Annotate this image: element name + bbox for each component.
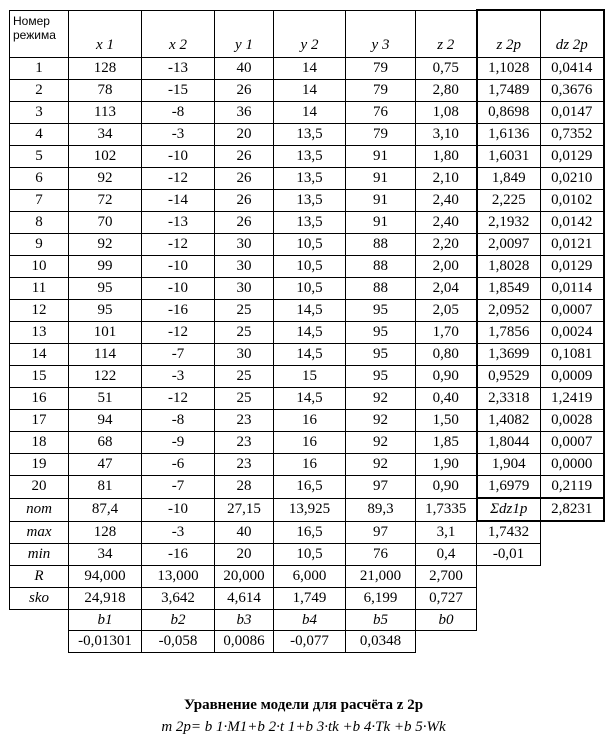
- table-cell: 91: [346, 190, 416, 212]
- table-cell: 26: [215, 212, 274, 234]
- table-row: [10, 256, 604, 278]
- table-cell: -8: [142, 410, 215, 432]
- table-cell: 1,08: [416, 102, 477, 124]
- stat-value: 0,4: [416, 544, 477, 566]
- table-cell: -7: [142, 476, 215, 499]
- table-cell: 36: [215, 102, 274, 124]
- stat-label: sko: [10, 588, 69, 610]
- table-cell: 0,8698: [477, 102, 541, 124]
- table-cell: 95: [346, 300, 416, 322]
- table-row: [10, 300, 604, 322]
- table-cell: 13,5: [274, 212, 346, 234]
- table-cell: -9: [142, 432, 215, 454]
- coef-value: 0,0348: [346, 631, 416, 653]
- table-cell: -3: [142, 124, 215, 146]
- header-y1: y 1: [215, 10, 274, 58]
- table-cell: 101: [69, 322, 142, 344]
- stat-value: 13,925: [274, 498, 346, 521]
- table-cell: 1,50: [416, 410, 477, 432]
- table-cell: 88: [346, 256, 416, 278]
- table-cell: 0,0000: [541, 454, 604, 476]
- stats-row-r: [10, 566, 604, 588]
- table-cell: -12: [142, 388, 215, 410]
- table-cell: 1,904: [477, 454, 541, 476]
- table-cell: 14,5: [274, 322, 346, 344]
- table-cell: 10,5: [274, 278, 346, 300]
- table-cell: 1,6979: [477, 476, 541, 499]
- table-cell: 51: [69, 388, 142, 410]
- coef-label-row: [10, 610, 604, 631]
- table-row: [10, 168, 604, 190]
- coef-value: 0,0086: [215, 631, 274, 653]
- stat-value: 128: [69, 521, 142, 544]
- table-cell: 0,1081: [541, 344, 604, 366]
- table-cell: 47: [69, 454, 142, 476]
- header-mode-number: Номер режима: [10, 10, 69, 58]
- stat-value: 13,000: [142, 566, 215, 588]
- table-cell: 0,0024: [541, 322, 604, 344]
- table-cell: 17: [10, 410, 69, 432]
- table-cell: 14,5: [274, 344, 346, 366]
- table-cell: 95: [346, 322, 416, 344]
- table-cell: 14,5: [274, 388, 346, 410]
- table-cell: 0,75: [416, 58, 477, 80]
- table-cell: 1,8028: [477, 256, 541, 278]
- stat-value: 10,5: [274, 544, 346, 566]
- table-cell: 2,40: [416, 212, 477, 234]
- table-cell: 34: [69, 124, 142, 146]
- table-cell: 99: [69, 256, 142, 278]
- header-y2: y 2: [274, 10, 346, 58]
- table-cell: 0,2119: [541, 476, 604, 499]
- table-cell: 2,10: [416, 168, 477, 190]
- empty-cell: [477, 631, 541, 653]
- table-cell: 0,80: [416, 344, 477, 366]
- coef-value: -0,01301: [69, 631, 142, 653]
- stat-label: nom: [10, 498, 69, 521]
- table-cell: 23: [215, 432, 274, 454]
- table-cell: 0,40: [416, 388, 477, 410]
- table-cell: 1,8044: [477, 432, 541, 454]
- table-cell: -8: [142, 102, 215, 124]
- table-cell: 14: [274, 58, 346, 80]
- table-cell: 68: [69, 432, 142, 454]
- header-x2: x 2: [142, 10, 215, 58]
- table-cell: 16,5: [274, 476, 346, 499]
- table-cell: 0,0007: [541, 300, 604, 322]
- table-cell: 7: [10, 190, 69, 212]
- table-cell: -3: [142, 366, 215, 388]
- table-cell: 88: [346, 278, 416, 300]
- table-cell: 26: [215, 190, 274, 212]
- table-row: [10, 234, 604, 256]
- table-cell: -16: [142, 300, 215, 322]
- empty-cell: [541, 544, 604, 566]
- table-cell: -12: [142, 234, 215, 256]
- stat-value: 21,000: [346, 566, 416, 588]
- table-cell: 19: [10, 454, 69, 476]
- table-cell: 0,90: [416, 366, 477, 388]
- table-cell: 0,0147: [541, 102, 604, 124]
- table-cell: 0,0007: [541, 432, 604, 454]
- table-cell: 2,40: [416, 190, 477, 212]
- stat-value: 34: [69, 544, 142, 566]
- table-cell: 16: [274, 432, 346, 454]
- table-cell: 92: [346, 388, 416, 410]
- table-cell: 113: [69, 102, 142, 124]
- equation-formula: m 2p= b 1·M1+b 2·t 1+b 3·tk +b 4·Tk +b 5·Wk: [161, 719, 446, 735]
- table-cell: 1,80: [416, 146, 477, 168]
- table-row: [10, 476, 604, 499]
- stats-row-min: [10, 544, 604, 566]
- table-cell: 1,4082: [477, 410, 541, 432]
- stat-value: -3: [142, 521, 215, 544]
- stat-value: 3,1: [416, 521, 477, 544]
- table-cell: 92: [69, 168, 142, 190]
- stat-value: 87,4: [69, 498, 142, 521]
- table-cell: -12: [142, 168, 215, 190]
- table-cell: 79: [346, 80, 416, 102]
- table-cell: 13,5: [274, 168, 346, 190]
- coef-label: b4: [274, 610, 346, 631]
- table-cell: 14,5: [274, 300, 346, 322]
- table-cell: 79: [346, 124, 416, 146]
- table-row: [10, 432, 604, 454]
- table-cell: 26: [215, 146, 274, 168]
- table-cell: 0,0009: [541, 366, 604, 388]
- stat-value: -16: [142, 544, 215, 566]
- table-cell: 95: [346, 366, 416, 388]
- stat-value: 76: [346, 544, 416, 566]
- table-cell: 122: [69, 366, 142, 388]
- table-cell: 26: [215, 168, 274, 190]
- table-cell: 23: [215, 410, 274, 432]
- stats-row-max: [10, 521, 604, 544]
- stat-value: 1,7432: [477, 521, 541, 544]
- table-cell: 95: [346, 344, 416, 366]
- stat-value: 3,642: [142, 588, 215, 610]
- empty-cell: [477, 610, 541, 631]
- empty-cell: [541, 566, 604, 588]
- table-cell: 70: [69, 212, 142, 234]
- table-body: [10, 10, 604, 653]
- table-cell: 128: [69, 58, 142, 80]
- table-cell: 1,2419: [541, 388, 604, 410]
- table-cell: 0,7352: [541, 124, 604, 146]
- table-cell: 95: [69, 278, 142, 300]
- coef-label: b3: [215, 610, 274, 631]
- table-cell: 3,10: [416, 124, 477, 146]
- stat-value: 16,5: [274, 521, 346, 544]
- table-cell: 1,90: [416, 454, 477, 476]
- table-row: [10, 190, 604, 212]
- stat-value: 24,918: [69, 588, 142, 610]
- table-cell: 5: [10, 146, 69, 168]
- table-cell: 0,0414: [541, 58, 604, 80]
- stat-value: 6,000: [274, 566, 346, 588]
- table-cell: -12: [142, 322, 215, 344]
- coef-label: b2: [142, 610, 215, 631]
- coef-value: -0,058: [142, 631, 215, 653]
- header-z2: z 2: [416, 10, 477, 58]
- table-cell: 26: [215, 80, 274, 102]
- table-cell: 15: [10, 366, 69, 388]
- table-cell: 92: [346, 454, 416, 476]
- empty-cell: [10, 631, 69, 653]
- empty-cell: [541, 588, 604, 610]
- table-cell: -14: [142, 190, 215, 212]
- stat-label: max: [10, 521, 69, 544]
- table-cell: 0,0121: [541, 234, 604, 256]
- table-cell: 91: [346, 212, 416, 234]
- table-row: [10, 410, 604, 432]
- table-cell: 0,0114: [541, 278, 604, 300]
- table-cell: 1: [10, 58, 69, 80]
- table-row: [10, 80, 604, 102]
- table-cell: 0,0028: [541, 410, 604, 432]
- coef-value: -0,077: [274, 631, 346, 653]
- table-cell: 16: [274, 454, 346, 476]
- table-cell: 12: [10, 300, 69, 322]
- table-cell: 1,70: [416, 322, 477, 344]
- table-cell: -10: [142, 278, 215, 300]
- table-cell: 20: [10, 476, 69, 499]
- stat-value: 0,727: [416, 588, 477, 610]
- table-cell: -6: [142, 454, 215, 476]
- coef-label: b0: [416, 610, 477, 631]
- stat-value: -0,01: [477, 544, 541, 566]
- table-cell: 114: [69, 344, 142, 366]
- stat-value: 89,3: [346, 498, 416, 521]
- table-cell: 30: [215, 256, 274, 278]
- stat-value: 6,199: [346, 588, 416, 610]
- empty-cell: [541, 610, 604, 631]
- table-cell: 1,7489: [477, 80, 541, 102]
- table-cell: 10: [10, 256, 69, 278]
- table-row: [10, 388, 604, 410]
- table-cell: 92: [69, 234, 142, 256]
- stat-value: 20,000: [215, 566, 274, 588]
- table-cell: 20: [215, 124, 274, 146]
- stat-label: R: [10, 566, 69, 588]
- table-cell: 1,6136: [477, 124, 541, 146]
- table-cell: 0,0142: [541, 212, 604, 234]
- table-cell: 91: [346, 146, 416, 168]
- table-cell: 0,0210: [541, 168, 604, 190]
- stat-value: 20: [215, 544, 274, 566]
- table-cell: 18: [10, 432, 69, 454]
- empty-cell: [541, 631, 604, 653]
- table-cell: 2: [10, 80, 69, 102]
- table-cell: 1,8549: [477, 278, 541, 300]
- table-cell: 11: [10, 278, 69, 300]
- stat-value: 1,7335: [416, 498, 477, 521]
- table-cell: 30: [215, 278, 274, 300]
- table-cell: 94: [69, 410, 142, 432]
- stat-value: 40: [215, 521, 274, 544]
- table-cell: 72: [69, 190, 142, 212]
- table-cell: 1,849: [477, 168, 541, 190]
- table-cell: 3: [10, 102, 69, 124]
- table-cell: 23: [215, 454, 274, 476]
- table-cell: 1,6031: [477, 146, 541, 168]
- coef-label: b5: [346, 610, 416, 631]
- table-cell: 81: [69, 476, 142, 499]
- table-cell: 40: [215, 58, 274, 80]
- table-row: [10, 344, 604, 366]
- table-cell: 4: [10, 124, 69, 146]
- table-row: [10, 58, 604, 80]
- header-x1: x 1: [69, 10, 142, 58]
- header-y3: y 3: [346, 10, 416, 58]
- table-cell: -10: [142, 256, 215, 278]
- table-cell: 14: [274, 80, 346, 102]
- table-cell: -7: [142, 344, 215, 366]
- stat-value: 27,15: [215, 498, 274, 521]
- table-cell: 95: [69, 300, 142, 322]
- empty-cell: [541, 521, 604, 544]
- data-table: [9, 9, 605, 653]
- table-cell: 25: [215, 388, 274, 410]
- stat-value: 1,749: [274, 588, 346, 610]
- table-cell: -13: [142, 212, 215, 234]
- table-cell: 88: [346, 234, 416, 256]
- stat-value: Σdz1p: [477, 498, 541, 521]
- table-row: [10, 454, 604, 476]
- table-cell: 1,85: [416, 432, 477, 454]
- table-cell: 13,5: [274, 124, 346, 146]
- stat-value: 97: [346, 521, 416, 544]
- table-cell: 92: [346, 410, 416, 432]
- table-row: [10, 212, 604, 234]
- table-cell: 91: [346, 168, 416, 190]
- header-z2p: z 2p: [477, 10, 541, 58]
- table-cell: 1,7856: [477, 322, 541, 344]
- table-cell: 1,1028: [477, 58, 541, 80]
- table-cell: 0,0102: [541, 190, 604, 212]
- table-cell: 97: [346, 476, 416, 499]
- coef-label: b1: [69, 610, 142, 631]
- table-row: [10, 124, 604, 146]
- empty-cell: [10, 610, 69, 631]
- stats-row-sko: [10, 588, 604, 610]
- table-row: [10, 102, 604, 124]
- table-cell: 10,5: [274, 256, 346, 278]
- table-cell: 0,90: [416, 476, 477, 499]
- table-cell: 2,80: [416, 80, 477, 102]
- coef-value-row: [10, 631, 604, 653]
- empty-cell: [477, 566, 541, 588]
- table-cell: 13: [10, 322, 69, 344]
- stat-value: 2,700: [416, 566, 477, 588]
- table-cell: 16: [10, 388, 69, 410]
- table-cell: 2,1932: [477, 212, 541, 234]
- table-cell: 30: [215, 344, 274, 366]
- table-cell: 13,5: [274, 146, 346, 168]
- table-cell: 78: [69, 80, 142, 102]
- table-cell: 28: [215, 476, 274, 499]
- table-row: [10, 146, 604, 168]
- table-row: [10, 366, 604, 388]
- empty-cell: [416, 631, 477, 653]
- stat-value: 4,614: [215, 588, 274, 610]
- table-cell: 0,0129: [541, 256, 604, 278]
- table-cell: 79: [346, 58, 416, 80]
- table-cell: 30: [215, 234, 274, 256]
- table-cell: 2,3318: [477, 388, 541, 410]
- table-cell: 76: [346, 102, 416, 124]
- table-cell: 6: [10, 168, 69, 190]
- header-dz2p: dz 2p: [541, 10, 604, 58]
- table-cell: 2,05: [416, 300, 477, 322]
- table-cell: 0,0129: [541, 146, 604, 168]
- table-cell: -15: [142, 80, 215, 102]
- table-cell: 2,00: [416, 256, 477, 278]
- table-cell: -10: [142, 146, 215, 168]
- stat-value: -10: [142, 498, 215, 521]
- table-cell: -13: [142, 58, 215, 80]
- table-cell: 15: [274, 366, 346, 388]
- table-cell: 2,0097: [477, 234, 541, 256]
- empty-cell: [477, 588, 541, 610]
- stats-row-nom: [10, 498, 604, 521]
- table-cell: 25: [215, 300, 274, 322]
- table-cell: 10,5: [274, 234, 346, 256]
- header-row: [10, 10, 604, 58]
- table-cell: 2,20: [416, 234, 477, 256]
- table-cell: 14: [274, 102, 346, 124]
- table-cell: 92: [346, 432, 416, 454]
- table-cell: 16: [274, 410, 346, 432]
- stat-value: 94,000: [69, 566, 142, 588]
- table-cell: 2,225: [477, 190, 541, 212]
- table-cell: 14: [10, 344, 69, 366]
- table-row: [10, 322, 604, 344]
- table-cell: 2,0952: [477, 300, 541, 322]
- table-cell: 2,04: [416, 278, 477, 300]
- table-cell: 25: [215, 322, 274, 344]
- table-cell: 9: [10, 234, 69, 256]
- table-cell: 1,3699: [477, 344, 541, 366]
- stat-value: 2,8231: [541, 498, 604, 521]
- table-cell: 0,3676: [541, 80, 604, 102]
- table-cell: 8: [10, 212, 69, 234]
- table-cell: 13,5: [274, 190, 346, 212]
- table-cell: 102: [69, 146, 142, 168]
- table-cell: 0,9529: [477, 366, 541, 388]
- table-cell: 25: [215, 366, 274, 388]
- equation-title: Уравнение модели для расчёта z 2p: [183, 697, 424, 713]
- stat-label: min: [10, 544, 69, 566]
- table-row: [10, 278, 604, 300]
